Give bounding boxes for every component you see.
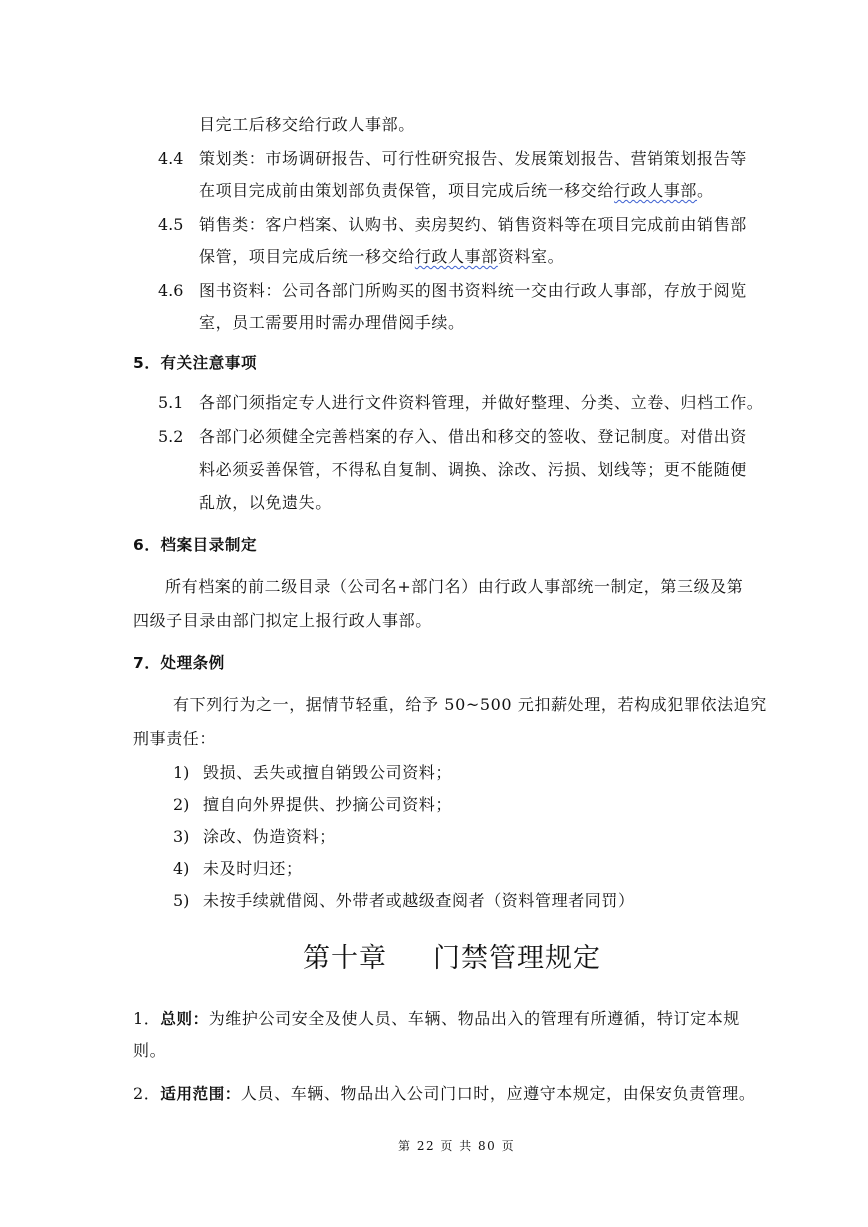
chapter-number: 第十章 [303, 943, 387, 974]
text-span: 保管，项目完成后统一移交给 [199, 247, 415, 266]
paragraph-line: 有下列行为之一，据情节轻重，给予 50~500 元扣薪处理，若构成犯罪依法追究 [173, 695, 767, 714]
list-number: 3) [173, 827, 190, 846]
chapter-title [303, 942, 601, 976]
paragraph-line: 目完工后移交给行政人事部。 [199, 115, 415, 134]
paragraph-line [133, 1083, 756, 1105]
paragraph-line: 销售类：客户档案、认购书、卖房契约、销售资料等在项目完成前由销售部 [199, 215, 747, 234]
paragraph-line: 所有档案的前二级目录（公司名+部门名）由行政人事部统一制定，第三级及第 [165, 577, 744, 596]
text-span: 资料室。 [497, 247, 565, 266]
list-number: 4) [173, 859, 190, 878]
spellcheck-underlined-text: 行政人事部 [614, 181, 698, 200]
item-number: 4.6 [158, 281, 184, 300]
paragraph-label: 总则： [160, 1010, 209, 1028]
paragraph-line: 乱放，以免遗失。 [199, 493, 332, 512]
paragraph-line [199, 246, 564, 268]
paragraph-line: 策划类：市场调研报告、可行性研究报告、发展策划报告、营销策划报告等 [199, 149, 747, 168]
text-span: 。 [697, 181, 714, 200]
paragraph-line: 各部门须指定专人进行文件资料管理，并做好整理、分类、立卷、归档工作。 [199, 393, 764, 412]
paragraph-line: 四级子目录由部门拟定上报行政人事部。 [133, 611, 432, 630]
item-number: 5.1 [158, 393, 184, 412]
text-span: 人员、车辆、物品出入公司门口时，应遵守本规定，由保安负责管理。 [240, 1084, 756, 1103]
paragraph-number: 2． [133, 1084, 161, 1103]
paragraph-line: 则。 [133, 1041, 167, 1060]
paragraph-label: 适用范围： [160, 1085, 241, 1103]
paragraph-line: 料必须妥善保管，不得私自复制、调换、涂改、污损、划线等；更不能随便 [199, 460, 747, 479]
paragraph-line [199, 180, 714, 202]
list-item: 擅自向外界提供、抄摘公司资料； [203, 795, 453, 814]
paragraph-line [133, 1008, 740, 1030]
chapter-name: 门禁管理规定 [433, 943, 601, 974]
text-span: 在项目完成前由策划部负责保管，项目完成后统一移交给 [199, 181, 615, 200]
section-heading: 5．有关注意事项 [133, 354, 258, 372]
list-item: 毁损、丢失或擅自销毁公司资料； [203, 763, 453, 782]
text-span: 为维护公司安全及使人员、车辆、物品出入的管理有所遵循，特订定本规 [208, 1009, 740, 1028]
paragraph-line: 各部门必须健全完善档案的存入、借出和移交的签收、登记制度。对借出资 [199, 427, 747, 446]
list-item: 未按手续就借阅、外带者或越级查阅者（资料管理者同罚） [203, 891, 635, 910]
spellcheck-underlined-text: 行政人事部 [414, 247, 498, 266]
item-number: 4.5 [158, 215, 184, 234]
list-item: 未及时归还； [203, 859, 303, 878]
paragraph-line: 刑事责任： [133, 729, 217, 748]
paragraph-number: 1． [133, 1009, 161, 1028]
page-footer: 第 22 页 共 80 页 [398, 1139, 516, 1153]
list-number: 2) [173, 795, 190, 814]
paragraph-line: 室，员工需要用时需办理借阅手续。 [199, 313, 465, 332]
list-item: 涂改、伪造资料； [203, 827, 336, 846]
item-number: 4.4 [158, 149, 184, 168]
section-heading: 6．档案目录制定 [133, 536, 258, 554]
section-heading: 7．处理条例 [133, 654, 225, 672]
list-number: 1) [173, 763, 190, 782]
item-number: 5.2 [158, 427, 184, 446]
paragraph-line: 图书资料：公司各部门所购买的图书资料统一交由行政人事部，存放于阅览 [199, 281, 747, 300]
list-number: 5) [173, 891, 190, 910]
